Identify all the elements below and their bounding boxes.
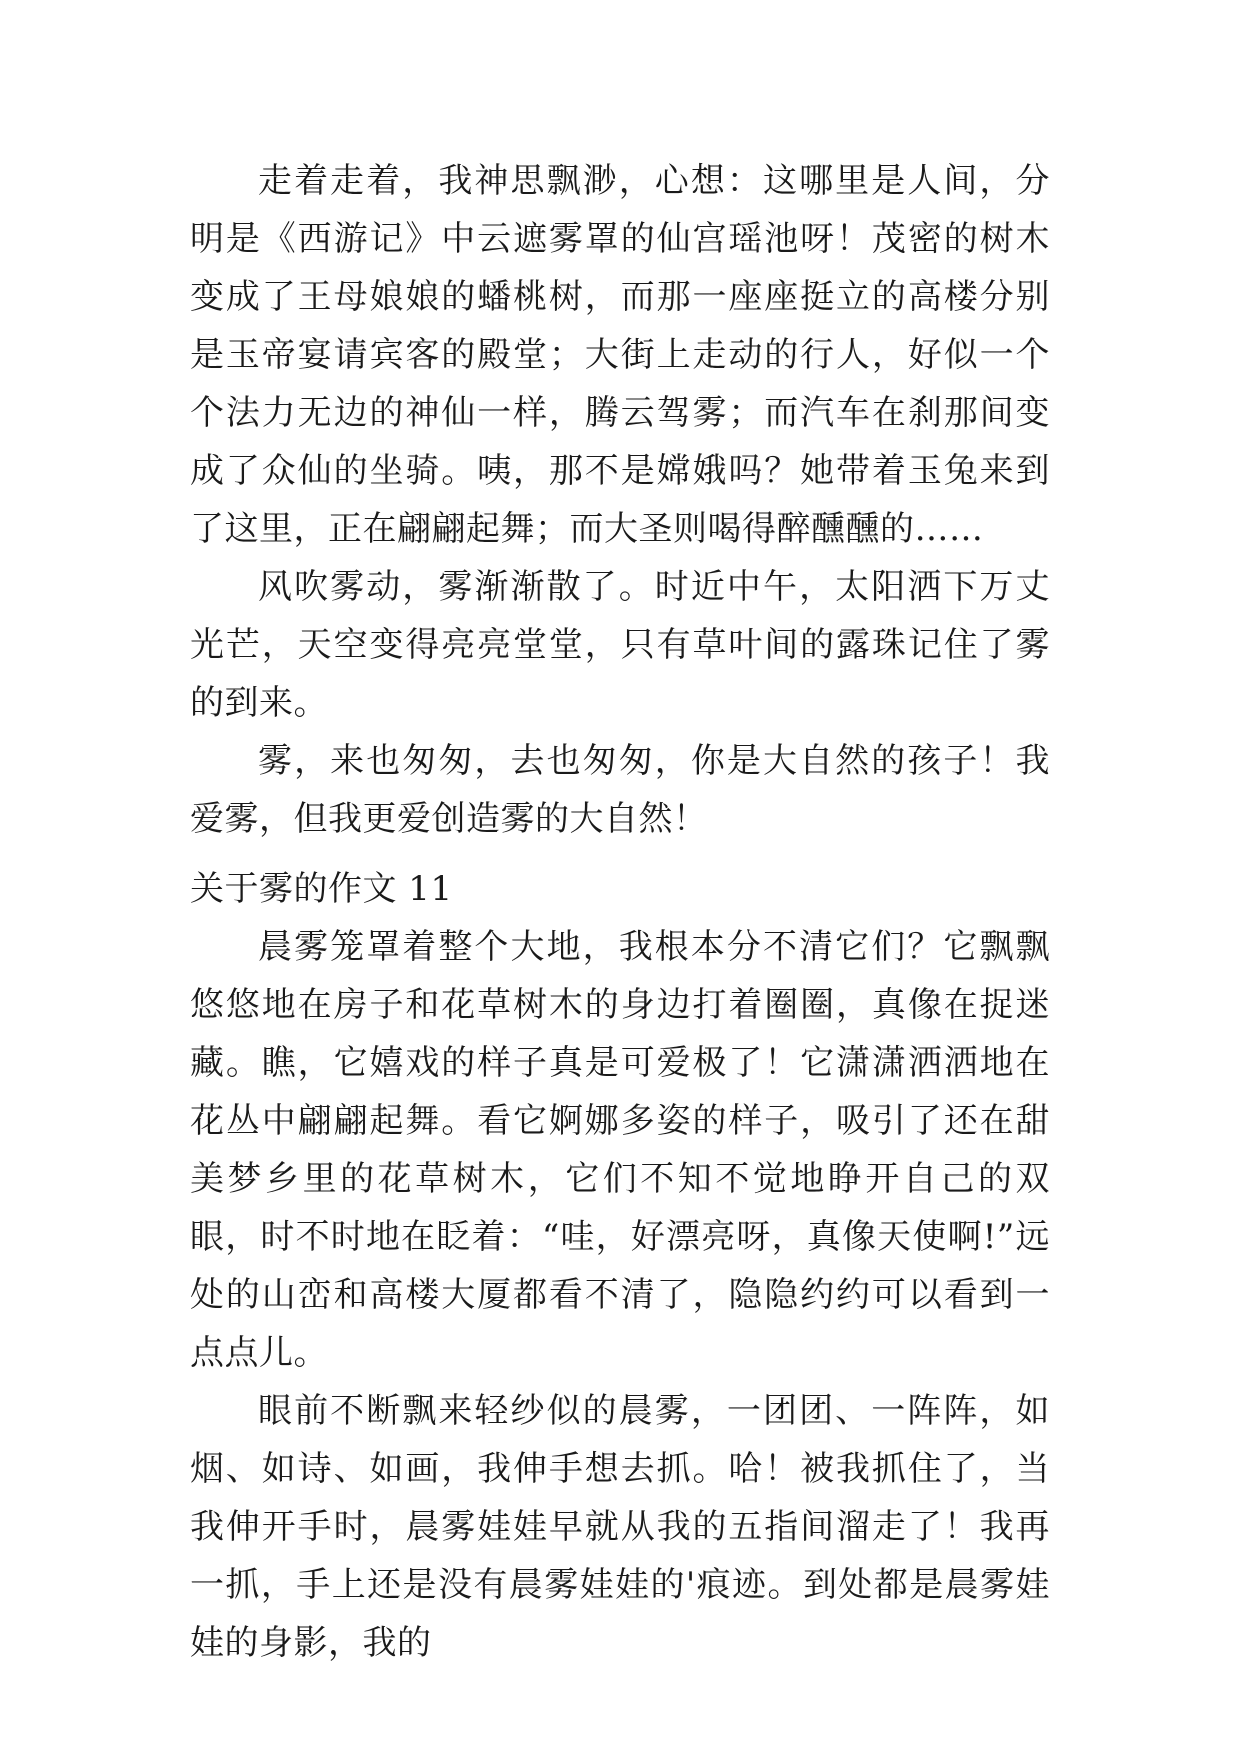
text-section-top: [190, 152, 1050, 848]
text-section-bottom: [190, 860, 1050, 1672]
paragraph-morning-fog: 晨雾笼罩着整个大地，我根本分不清它们？它飘飘悠悠地在房子和花草树木的身边打着圈圈，真像在捉迷藏。瞧，它嬉戏的样子真是可爱极了！它潇潇洒洒地在花丛中翩翩起舞。看它婀娜多姿的样子，吸引了还在甜美梦乡里的花草树木，它们不知不觉地睁开自己的双眼，时不时地在眨着：“哇，好漂亮呀，真像天使啊!”远处的山峦和高楼大厦都看不清了，隐隐约约可以看到一点点儿。: [190, 927, 1050, 1373]
paragraph-fog-disperses: 风吹雾动，雾渐渐散了。时近中午，太阳洒下万丈光芒，天空变得亮亮堂堂，只有草叶间的露珠记住了雾的到来。: [190, 567, 1050, 723]
paragraph-love-fog: 雾，来也匆匆，去也匆匆，你是大自然的孩子！我爱雾，但我更爱创造雾的大自然！: [190, 741, 1050, 839]
section-title: 关于雾的作文 11: [190, 869, 453, 909]
paragraph-catch-fog: 眼前不断飘来轻纱似的晨雾，一团团、一阵阵，如烟、如诗、如画，我伸手想去抓。哈！被我抓住了，当我伸开手时，晨雾娃娃早就从我的五指间溜走了！我再一抓，手上还是没有晨雾娃娃的'痕迹。到处都是晨雾娃娃的身影，我的: [190, 1391, 1050, 1663]
paragraph-daydream: 走着走着，我神思飘渺，心想：这哪里是人间，分明是《西游记》中云遮雾罩的仙宫瑶池呀！茂密的树木变成了王母娘娘的蟠桃树，而那一座座挺立的高楼分别是玉帝宴请宾客的殿堂；大街上走动的行人，好似一个个法力无边的神仙一样，腾云驾雾；而汽车在刹那间变成了众仙的坐骑。咦，那不是嫦娥吗？她带着玉兔来到了这里，正在翩翩起舞；而大圣则喝得醉醺醺的……: [190, 161, 1050, 549]
